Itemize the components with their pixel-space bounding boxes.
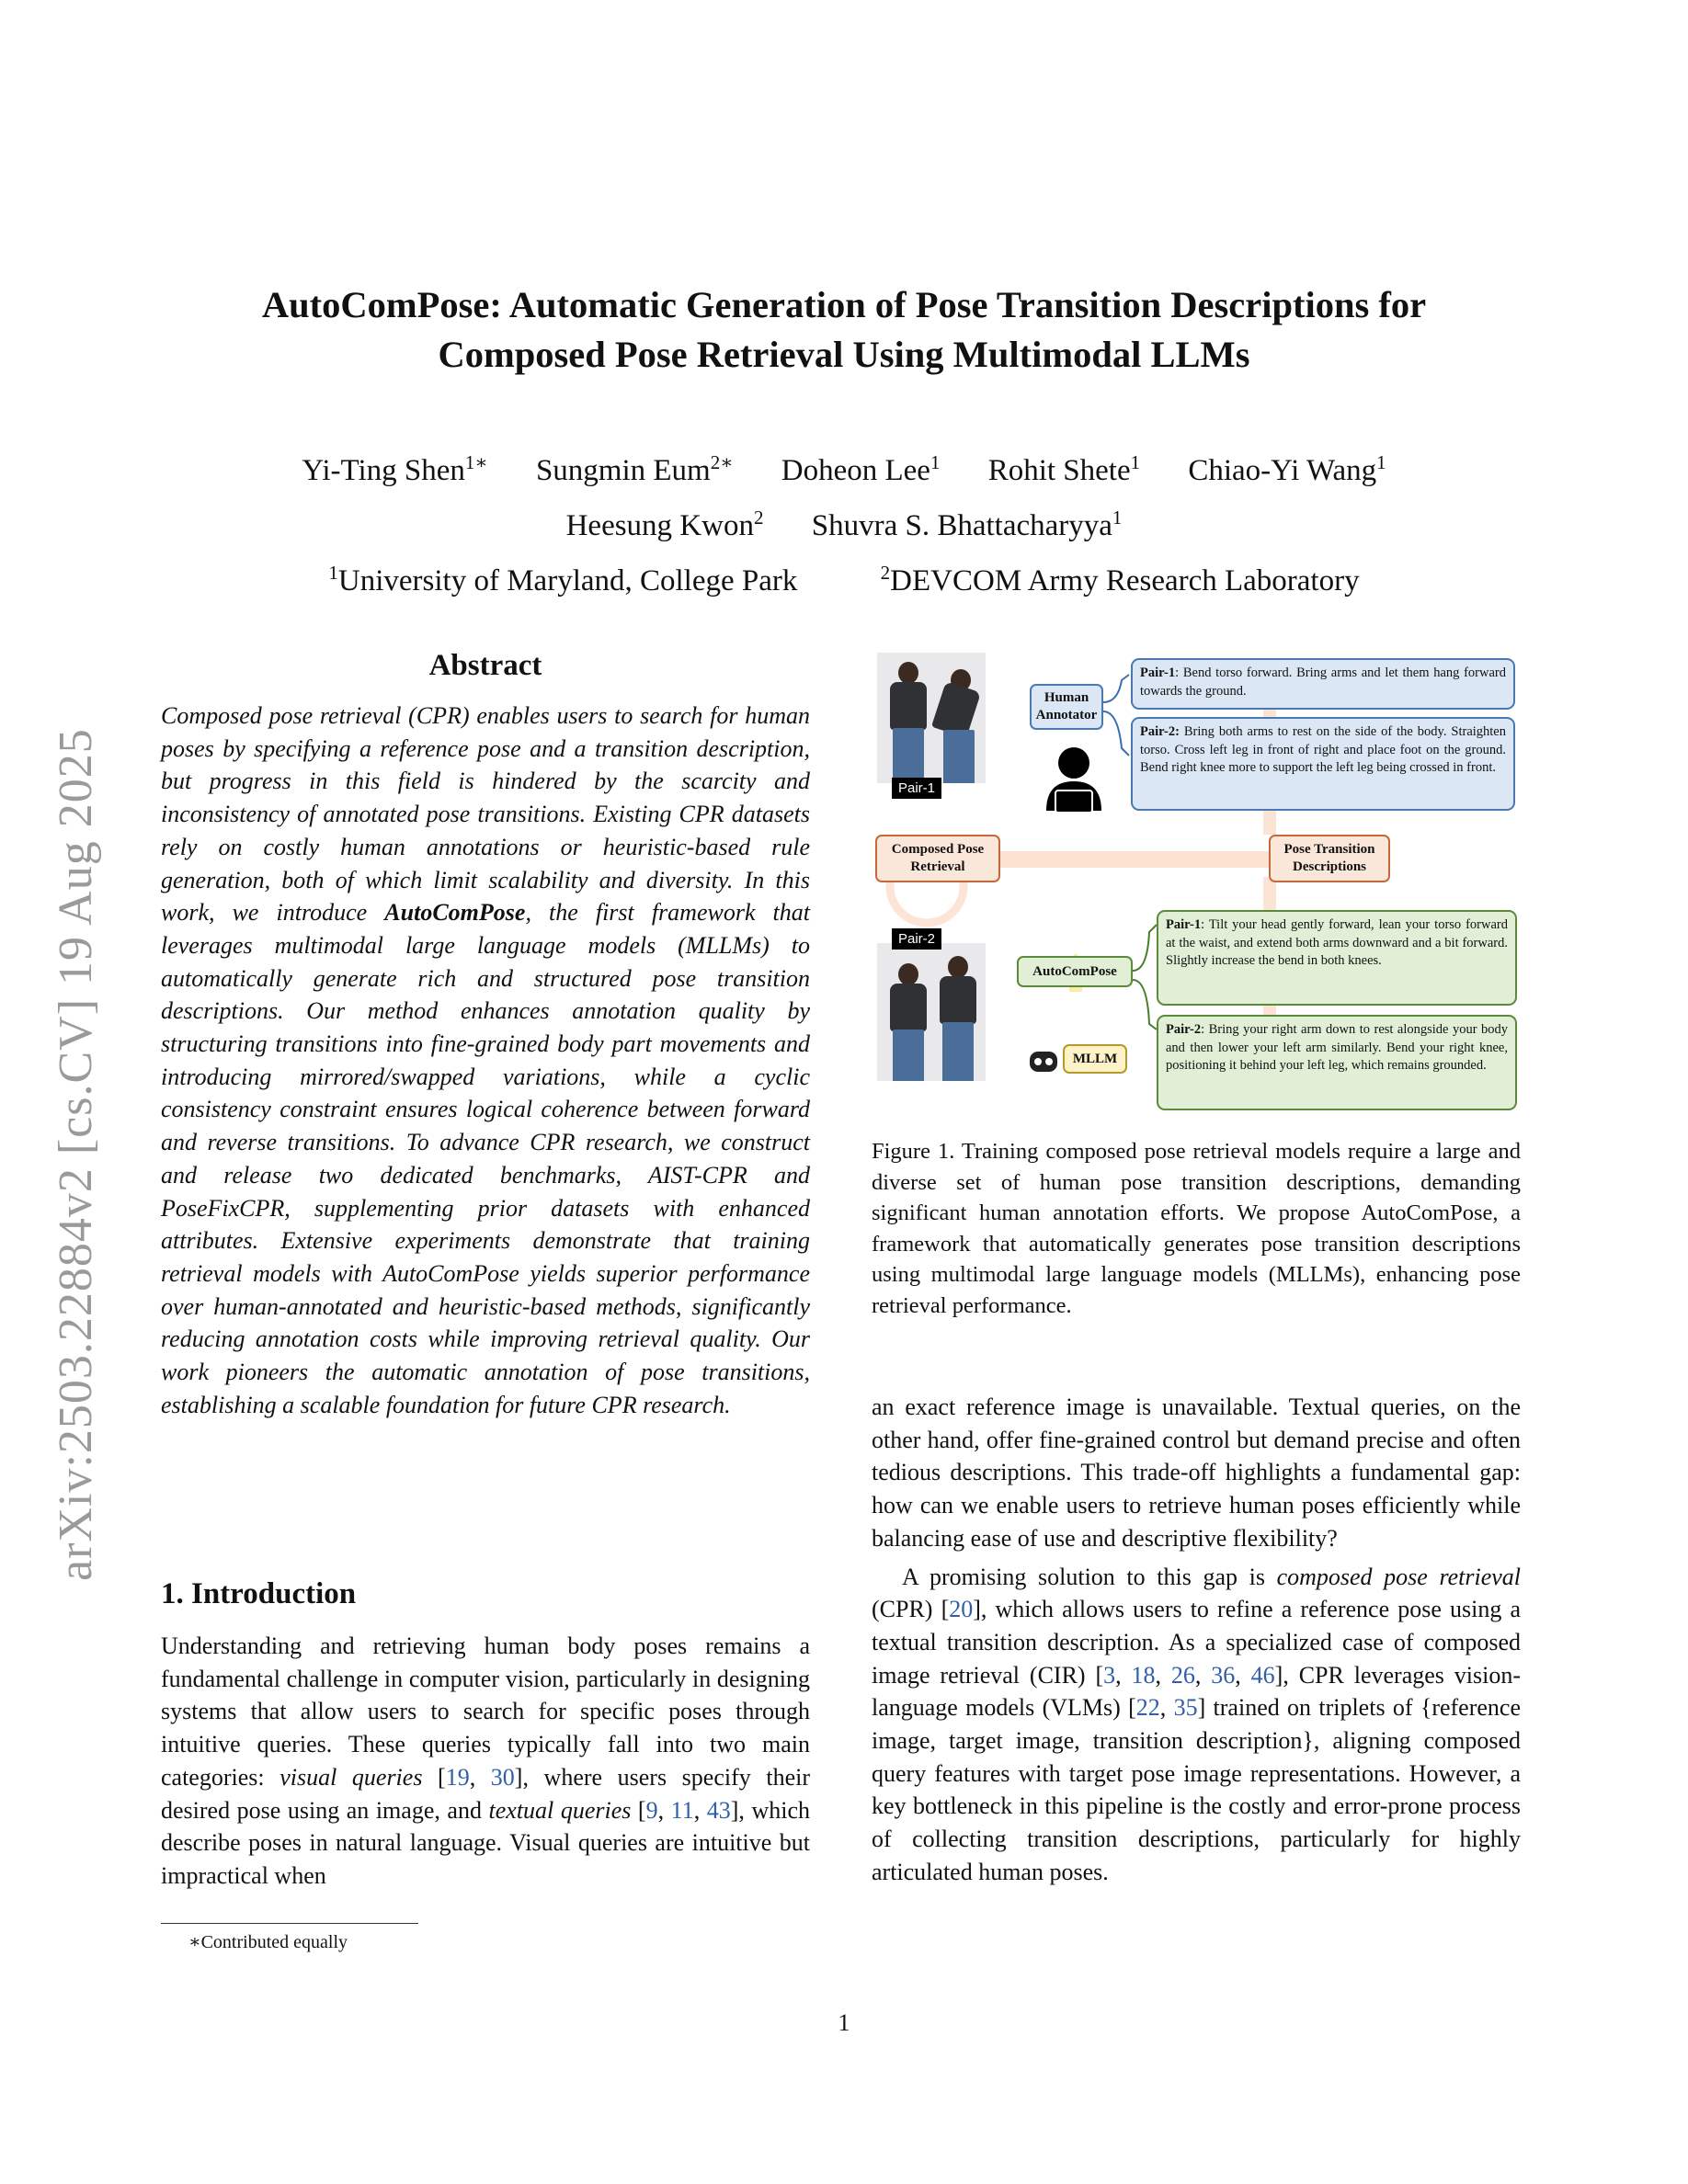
abstract-body: Composed pose retrieval (CPR) enables users to search for human poses by specifying a reference pose and a transition description, but progress in this field is hindered by the scarcity and inconsistency of annotated pose transitions. Existing CPR datasets rely on costly human annotations or heuristic-based rule generation, both of which limit scalability and diversity. In this work, we introduce AutoComPose, the first framework that leverages multimodal large language models (MLLMs) to automatically generate rich and structured pose transition descriptions. Our method enhances annotation quality by structuring transitions into fine-grained body part movements and introducing mirrored/swapped variations, while a cyclic consistency constraint ensures logical coherence between forward and reverse transitions. To advance CPR research, we construct and release two dedicated benchmarks, AIST-CPR and PoseFixCPR, supplementing prior datasets with enhanced attributes. Extensive experiments demonstrate that training retrieval models with AutoComPose yields superior performance over human-annotated and heuristic-based methods, significantly reducing annotation costs while improving retrieval quality. Our work pioneers the automatic annotation of pose transitions, establishing a scalable foundation for future CPR research. [161, 702, 811, 1418]
citation-link[interactable]: 26 [1170, 1661, 1195, 1689]
author: Doheon Lee$^1$ [781, 451, 941, 487]
pair-1-image [877, 653, 986, 783]
page-number: 1 [838, 2009, 850, 2036]
author: Rohit Shete$^1$ [987, 451, 1141, 487]
citation-link[interactable]: 18 [1131, 1661, 1156, 1689]
human-annotator-tag: Human Annotator [1030, 684, 1103, 730]
affiliation: $^1$University of Maryland, College Park [328, 562, 798, 597]
citation-link[interactable]: 35 [1173, 1694, 1198, 1722]
footnote-rule [161, 1923, 418, 1924]
author-row-1 [138, 439, 1550, 495]
citation-link[interactable]: 46 [1250, 1661, 1275, 1689]
citation-link[interactable]: 22 [1135, 1694, 1160, 1722]
author: Heesung Kwon$^2$ [565, 506, 764, 542]
author: Sungmin Eum$^{2∗}$ [535, 451, 734, 487]
pair-1-label: Pair-1 [892, 778, 941, 799]
author: Chiao-Yi Wang$^1$ [1188, 451, 1386, 487]
arxiv-identifier: arXiv:2503.22884v2 [cs.CV] 19 Aug 2025 [50, 728, 102, 1581]
autocompose-tag: AutoComPose [1017, 956, 1133, 987]
citation-link[interactable]: 3 [1103, 1661, 1116, 1689]
affiliation: $^2$DEVCOM Army Research Laboratory [880, 562, 1360, 597]
autocompose-description-pair-2: Pair-2: Bring your right arm down to rest alongside your body and then lower your left arm similarly. Bend your right knee, positioning it behind your left leg, which remains grounded. [1157, 1015, 1517, 1110]
pose-transition-descriptions-tag: Pose Transition Descriptions [1269, 835, 1390, 882]
intro-paragraph: Understanding and retrieving human body poses remains a fundamental challenge in computer vision, particularly in designing systems that allow users to search for specific poses through intuitive queries. These queries typically fall into two main categories: visual queries [19, 30], where users specify their desired pose using an image, and textual queries [9, 11, 43], which describe poses in natural language. Visual queries are intuitive but impractical when [161, 1632, 811, 1889]
pair-2-label: Pair-2 [892, 928, 941, 950]
citation-link[interactable]: 43 [706, 1796, 731, 1824]
author: Shuvra S. Bhattacharyya$^1$ [811, 506, 1123, 542]
right-column-text [872, 1391, 1521, 1889]
human-description-pair-2: Pair-2: Bring both arms to rest on the side of the body. Straighten torso. Cross left leg in front of right and place foot on the ground. Bend right knee more to support the left leg being crossed in front. [1131, 717, 1515, 811]
mllm-tag: MLLM [1063, 1044, 1127, 1074]
autocompose-description-pair-1: Pair-1: Tilt your head gently forward, lean your torso forward at the waist, and extend both arms downward and a bit forward. Slightly increase the bend in both knees. [1157, 910, 1517, 1006]
citation-link[interactable]: 19 [445, 1763, 470, 1791]
figure-caption: Figure 1. Training composed pose retrieval models require a large and diverse set of human pose transition descriptions, demanding significant human annotation efforts. We propose AutoComPose, a framework that automatically generates pose transition descriptions using multimodal large language models (MLLMs), enhancing pose retrieval performance. [872, 1139, 1521, 1318]
abstract-section [161, 649, 810, 1421]
citation-link[interactable]: 11 [670, 1796, 694, 1824]
footnote: ∗Contributed equally [188, 1932, 348, 1952]
author-row-2 [138, 495, 1550, 550]
body-paragraph: A promising solution to this gap is composed pose retrieval (CPR) [20], which allows users to refine a reference pose using a textual transition description. As a specialized case of composed image retrieval (CIR) [3, 18, 26, 36, 46], CPR leverages vision-language models (VLMs) [22, 35] trained on triplets of {reference image, target image, transition description}, aligning composed query features with target pose image representations. However, a key bottleneck in this pipeline is the costly and error-prone process of collecting transition descriptions, particularly for highly articulated human poses. [872, 1563, 1522, 1885]
citation-link[interactable]: 30 [490, 1763, 515, 1791]
figure-1 [872, 647, 1523, 1118]
author: Yi-Ting Shen$^{1∗}$ [302, 451, 488, 487]
pair-2-image [877, 943, 986, 1081]
citation-link[interactable]: 9 [645, 1796, 658, 1824]
paper-title [138, 280, 1550, 380]
affiliations [138, 550, 1550, 605]
title-line-2: Composed Pose Retrieval Using Multimodal LLMs [438, 334, 1250, 375]
citation-link[interactable]: 36 [1211, 1661, 1236, 1689]
human-description-pair-1: Pair-1: Bend torso forward. Bring arms and let them hang forward towards the ground. [1131, 658, 1515, 710]
introduction-section [161, 1577, 810, 1893]
composed-pose-retrieval-tag: Composed Pose Retrieval [875, 835, 1000, 882]
section-heading: 1. Introduction [161, 1577, 357, 1610]
author-block [138, 439, 1550, 605]
title-line-1: AutoComPose: Automatic Generation of Pose Transition Descriptions for [261, 284, 1427, 325]
body-paragraph: an exact reference image is unavailable. Textual queries, on the other hand, offer fine-grained control but demand precise and often tedious descriptions. This trade-off highlights a fundamental gap: how can we enable users to retrieve human poses efficiently while balancing ease of use and descriptive flexibility? [872, 1393, 1521, 1552]
abstract-heading: Abstract [428, 649, 542, 682]
citation-link[interactable]: 20 [949, 1596, 974, 1623]
